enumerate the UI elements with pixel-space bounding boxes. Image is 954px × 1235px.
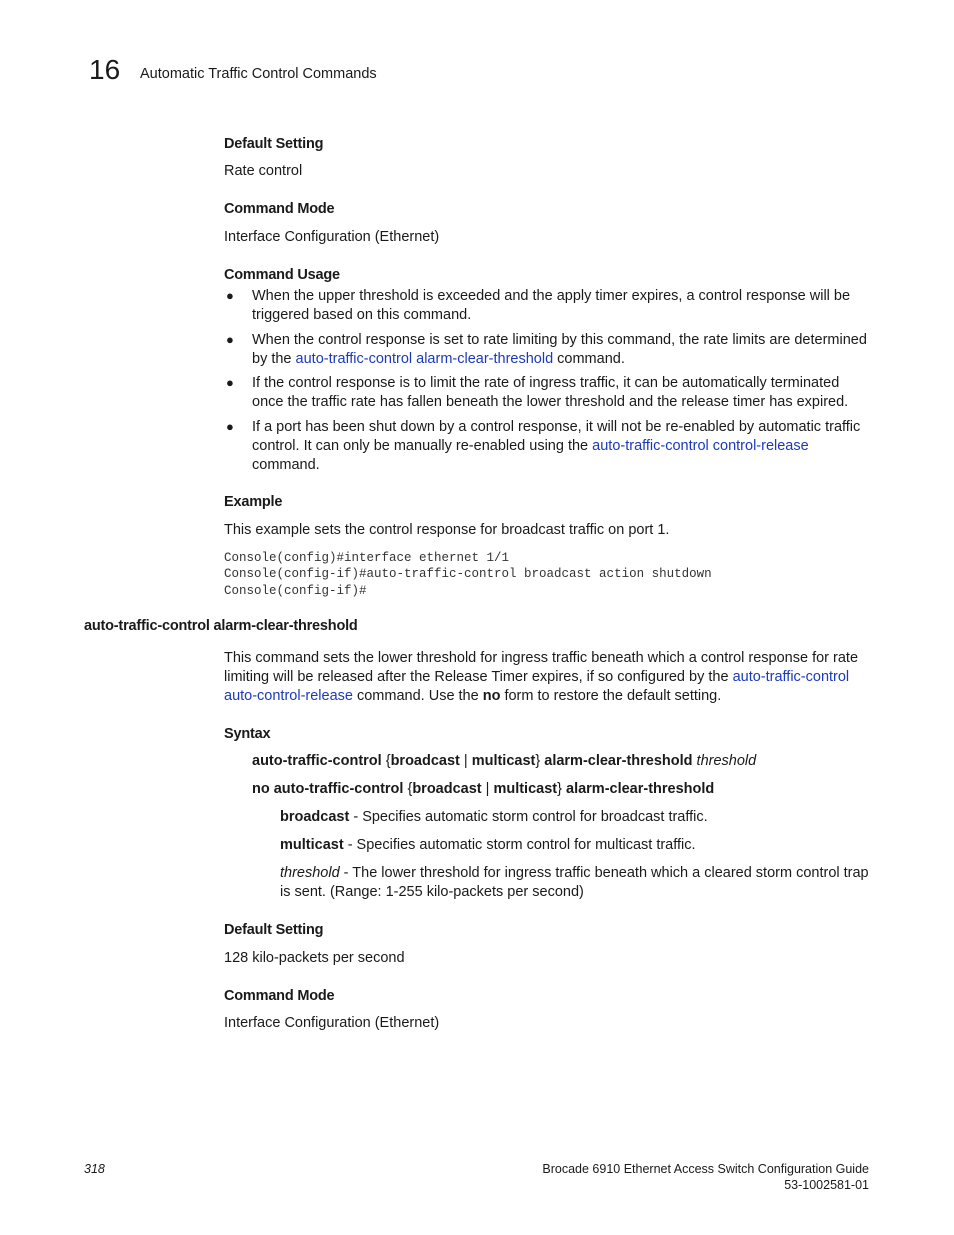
code-line-2: Console(config-if)#auto-traffic-control broadcast action shutdown [224, 567, 712, 581]
default-setting-heading: Default Setting [224, 922, 324, 938]
usage-bullet-1: When the upper threshold is exceeded and the apply timer expires, a control response will be triggered based on this command. [252, 288, 851, 323]
bullet-icon: ● [226, 419, 234, 434]
chapter-number: 16 [89, 54, 121, 85]
usage-bullet-4: If a port has been shut down by a control response, it will not be re-enabled by automatic traffic control. It can only be manually re-enabled using the auto-traffic-control control-release command. [252, 419, 861, 473]
command-usage-heading: Command Usage [224, 267, 340, 283]
default-setting-value: 128 kilo-packets per second [224, 950, 405, 966]
bullet-icon: ● [226, 332, 234, 347]
param-multicast: multicast - Specifies automatic storm control for multicast traffic. [280, 837, 696, 853]
syntax-line-1: auto-traffic-control {broadcast | multicast} alarm-clear-threshold threshold [252, 753, 757, 769]
section-title: auto-traffic-control alarm-clear-threshold [84, 618, 358, 634]
link-alarm-clear-threshold[interactable]: auto-traffic-control alarm-clear-threshold [295, 351, 554, 367]
link-control-release[interactable]: auto-traffic-control control-release [592, 438, 809, 454]
param-threshold: threshold - The lower threshold for ingress traffic beneath which a cleared storm control trap is sent. (Range: 1-255 kilo-packets per second) [280, 865, 869, 900]
usage-bullet-2: When the control response is set to rate limiting by this command, the rate limits are determined by the auto-traffic-control alarm-clear-threshold command. [252, 332, 867, 367]
syntax-heading: Syntax [224, 726, 271, 742]
command-mode-heading: Command Mode [224, 201, 335, 217]
section-description: This command sets the lower threshold for ingress traffic beneath which a control response for rate limiting will be released after the Release Timer expires, if so configured by the auto-traffic-control auto-control-release command. Use the no form to restore the default setting. [224, 650, 859, 704]
default-setting-heading: Default Setting [224, 136, 324, 152]
bullet-icon: ● [226, 288, 234, 303]
document-id: 53-1002581-01 [784, 1178, 869, 1192]
usage-bullet-3: If the control response is to limit the rate of ingress traffic, it can be automatically terminated once the traffic rate has fallen beneath the lower threshold and the release timer has expired. [252, 375, 849, 410]
param-broadcast: broadcast - Specifies automatic storm control for broadcast traffic. [280, 809, 708, 825]
chapter-title: Automatic Traffic Control Commands [140, 66, 377, 82]
command-mode-heading: Command Mode [224, 988, 335, 1004]
example-heading: Example [224, 494, 283, 510]
bullet-icon: ● [226, 375, 234, 390]
code-line-3: Console(config-if)# [224, 584, 367, 598]
syntax-line-2: no auto-traffic-control {broadcast | multicast} alarm-clear-threshold [252, 781, 715, 797]
page-number: 318 [84, 1162, 105, 1176]
default-setting-value: Rate control [224, 163, 303, 179]
guide-title: Brocade 6910 Ethernet Access Switch Configuration Guide [542, 1162, 869, 1176]
example-text: This example sets the control response for broadcast traffic on port 1. [224, 522, 670, 538]
command-mode-value: Interface Configuration (Ethernet) [224, 1015, 440, 1031]
code-line-1: Console(config)#interface ethernet 1/1 [224, 551, 510, 565]
command-mode-value: Interface Configuration (Ethernet) [224, 229, 440, 245]
link-auto-control-release[interactable]: auto-traffic-control auto-control-release [224, 669, 850, 704]
